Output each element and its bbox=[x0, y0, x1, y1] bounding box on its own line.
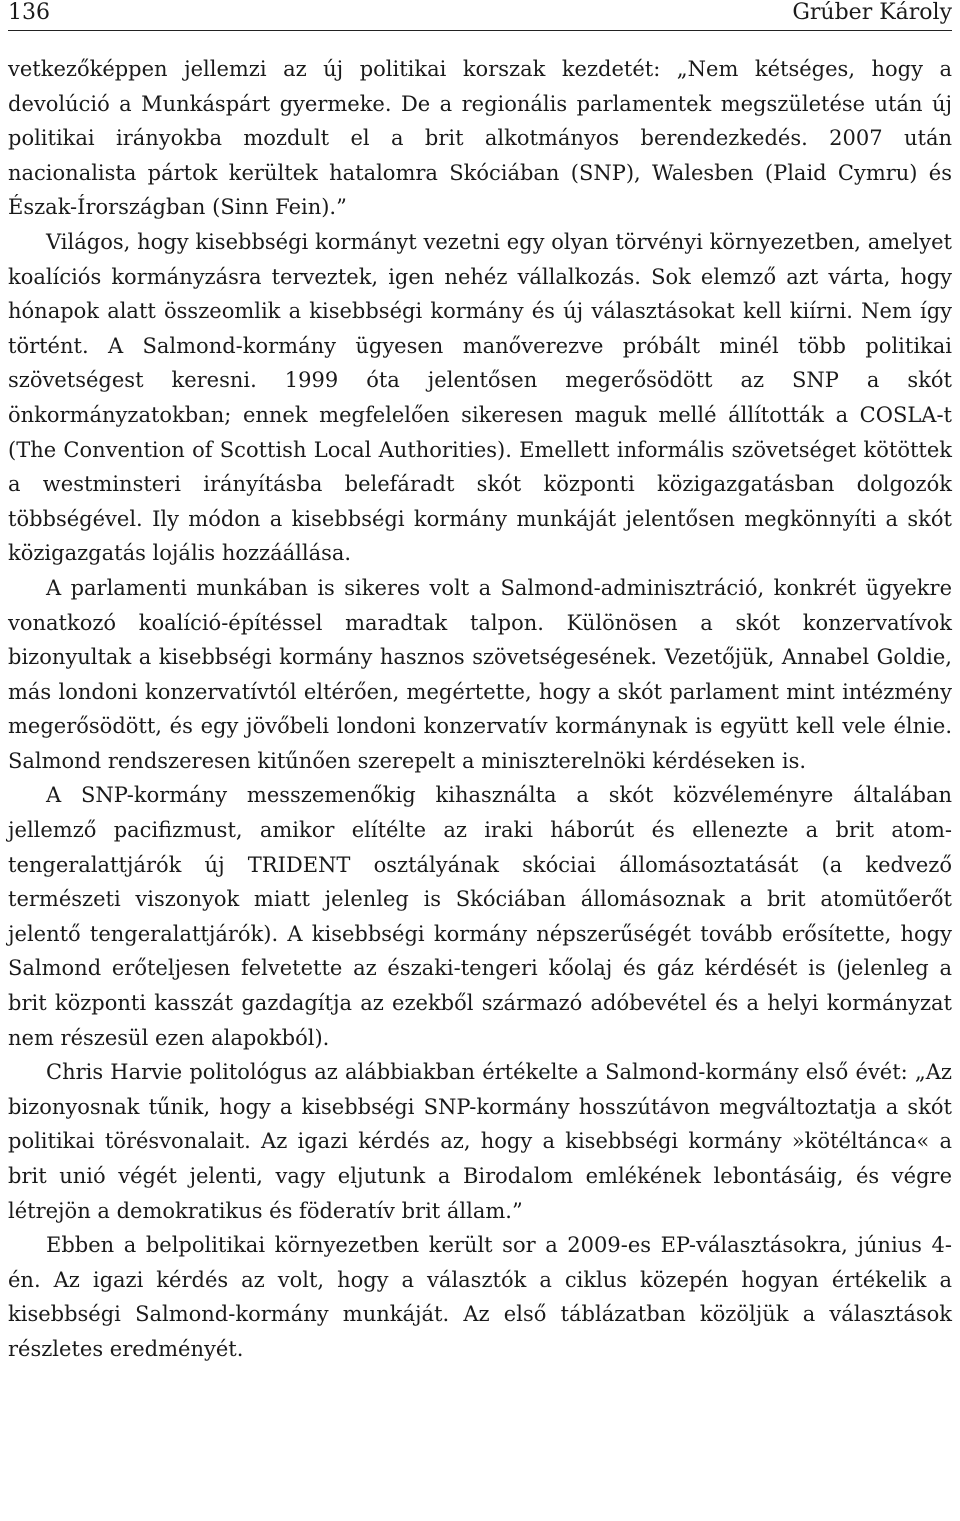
paragraph: Chris Harvie politológus az alábbiakban értékelte a Salmond-kormány első évét: „Az bizonyosnak tűnik, hogy a kisebbségi SNP-kormány hosszútávon megváltoztatja a skót politikai törésvonalait. Az igazi kérdés az, hogy a kisebbségi kormány »kötéltánca« a brit unió végét jelenti, vagy eljutunk a Birodalom emlékének lebontásáig, és végre létrejön a demokratikus és föderatív brit állam.” bbox=[8, 1060, 952, 1223]
paragraph: Ebben a belpolitikai környezetben került sor a 2009-es EP-választásokra, június 4-én. Az igazi kérdés az volt, hogy a választók a ciklus közepén hogyan értékelik a kisebbségi Salmond-kormány munkáját. Az első táblázatban közöljük a választások részletes eredményét. bbox=[8, 1233, 952, 1361]
running-header bbox=[8, 0, 952, 31]
paragraph: Világos, hogy kisebbségi kormányt vezetni egy olyan törvényi környezetben, amelyet koalíciós kormányzásra terveztek, igen nehéz vállalkozás. Sok elemző azt várta, hogy hónapok alatt összeomlik a kisebbségi kormány és új választásokat kell kiírni. Nem így történt. A Salmond-kormány ügyesen manőverezve próbált minél több politikai szövetségest keresni. 1999 óta jelentősen megerősödött az SNP a skót önkormányzatokban; ennek megfelelően sikeresen maguk mellé állították a COSLA-t (The Convention of Scottish Local Authorities). Emellett informális szövetséget kötöttek a westminsteri irányításba belefáradt skót központi közigazgatásban dolgozók többségével. Ily módon a kisebbségi kormány munkáját jelentősen megkönnyíti a skót közigazgatás lojális hozzáállása. bbox=[8, 229, 952, 566]
paragraph: A parlamenti munkában is sikeres volt a Salmond-adminisztráció, konkrét ügyekre vonatkozó koalíció-építéssel maradtak talpon. Különösen a skót konzervatívok bizonyultak a kisebbségi kormány hasznos szövetségesének. Vezetőjük, Annabel Goldie, más londoni konzervatívtól eltérően, megértette, hogy a skót parlament mint intézmény megerősödött, és egy jövőbeli londoni konzervatív kormánynak is együtt kell vele élnie. Salmond rendszeresen kitűnően szerepelt a miniszterelnöki kérdéseken is. bbox=[8, 575, 952, 773]
paragraph: A SNP-kormány messzemenőkig kihasználta a skót közvéleményre általában jellemző pacifizmust, amikor elítélte az iraki háborút és ellenezte a brit atom-tengeralattjárók új TRIDENT osztályának skóciai állomásoztatását (a kedvező természeti viszonyok miatt jelenleg is Skóciában állomásoznak a brit atomütőerőt jelentő tengeralattjárók). A kisebbségi kormány népszerűségét tovább erősítette, hogy Salmond erőteljesen felvetette az északi-tengeri kőolaj és gáz kérdését is (jelenleg a brit központi kasszát gazdagítja az ezekből származó adóbevétel és a helyi kormányzat nem részesül ezen alapokból). bbox=[8, 783, 952, 1050]
running-head-author: Grúber Károly bbox=[792, 0, 952, 25]
paragraph: vetkezőképpen jellemzi az új politikai korszak kezdetét: „Nem kétséges, hogy a devolúció a Munkáspárt gyermeke. De a regionális parlamentek megszületése után új politikai irányokba mozdult el a brit alkotmányos berendezkedés. 2007 után nacionalista pártok kerültek hatalomra Skóciában (SNP), Walesben (Plaid Cymru) és Észak-Írországban (Sinn Fein).” bbox=[8, 57, 952, 220]
body-text bbox=[8, 52, 952, 1367]
page-number: 136 bbox=[8, 0, 50, 25]
